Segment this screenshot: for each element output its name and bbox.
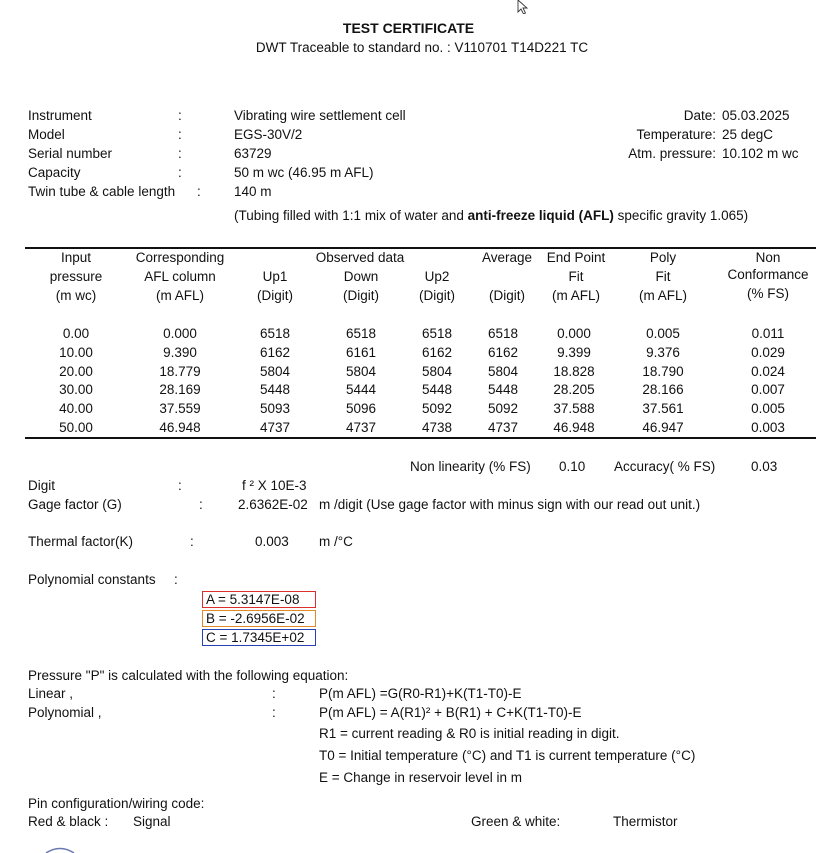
wiring-title: Pin configuration/wiring code: [28,796,205,811]
header-average: (Digit) [489,288,525,303]
cell-input: 40.00 [59,401,93,417]
info-colon: : [178,108,182,123]
tubing-note-text: (Tubing filled with 1:1 mix of water and [234,208,468,223]
cell-poly: 0.005 [646,326,680,341]
digit-colon: : [178,478,182,493]
info-value-serial: 63729 [234,146,272,161]
cell-average: 6162 [487,344,519,360]
equation-note-e: E = Change in reservoir level in m [319,770,522,785]
info-label-instrument: Instrument [28,108,92,123]
polynomial-constants-colon: : [174,572,178,587]
cell-up2: 5448 [421,382,453,398]
cell-input: 30.00 [59,382,93,398]
cell-up1: 6162 [259,344,291,360]
digit-label: Digit [28,478,56,493]
cell-afl: 46.948 [159,420,201,435]
info-value-instrument: Vibrating wire settlement cell [234,108,406,123]
header-afl: AFL column [144,269,216,284]
constant-c-box: C = 1.7345E+02 [202,629,316,646]
cell-poly: 28.166 [642,382,684,398]
header-input: pressure [49,269,103,284]
header-nonconformance: Conformance [727,267,809,282]
atm-pressure-value: 10.102 m wc [722,146,799,161]
cell-endpoint: 37.588 [553,401,595,417]
mouse-pointer-icon [517,0,531,14]
info-label-capacity: Capacity [28,165,81,180]
cell-average: 6518 [487,326,519,341]
certificate-subtitle: DWT Traceable to standard no. : V110701 T14D221 TC [255,40,589,55]
nonlinearity-value: 0.10 [559,459,586,474]
linear-label: Linear , [28,686,74,701]
info-label-cable-length: Twin tube & cable length [28,184,176,199]
cell-up1: 6518 [259,326,291,341]
cell-average: 5804 [487,363,519,379]
cell-nonconformance: 0.007 [751,382,785,398]
polynomial-colon: : [272,705,276,720]
cell-endpoint: 9.399 [557,344,591,360]
cell-down: 5096 [345,401,377,417]
cell-up1: 5093 [259,401,291,417]
cell-input: 0.00 [62,326,90,341]
nonlinearity-label: Non linearity (% FS) [410,459,531,474]
cell-nonconformance: 0.005 [751,401,785,417]
cell-nonconformance: 0.029 [751,344,785,360]
gage-factor-note: m /digit (Use gage factor with minus sign with our read out unit.) [319,497,701,512]
cell-up1: 5448 [259,382,291,398]
cell-up2: 6162 [421,344,453,360]
table-bottom-rule [25,437,816,439]
header-up1: Up1 [262,269,288,284]
info-label-serial: Serial number [28,146,113,161]
cell-endpoint: 46.948 [553,420,595,435]
header-average: Average [481,250,533,265]
cell-down: 5804 [345,363,377,379]
header-input: (m wc) [55,288,97,303]
cell-endpoint: 0.000 [557,326,591,341]
constant-b-box: B = -2.6956E-02 [202,610,316,627]
header-poly: (m AFL) [638,288,687,303]
header-endpoint: Fit [568,269,584,284]
cell-up2: 5092 [421,401,453,417]
tubing-note-text-end: specific gravity 1.065) [613,208,749,223]
header-nonconformance: Non [755,250,781,265]
info-colon: : [197,184,201,199]
header-endpoint: End Point [546,250,606,265]
green-white-label: Green & white: [471,814,561,829]
thermal-factor-colon: : [190,534,194,549]
cell-down: 6161 [345,344,377,360]
header-up1: (Digit) [257,288,293,303]
cell-nonconformance: 0.003 [751,420,785,435]
linear-colon: : [272,686,276,701]
polynomial-label: Polynomial , [28,705,102,720]
cell-average: 5092 [487,401,519,417]
accuracy-value: 0.03 [751,459,778,474]
cell-poly: 37.561 [642,401,684,417]
info-value-model: EGS-30V/2 [234,127,303,142]
thermal-factor-unit: m /°C [319,534,353,549]
date-label: Date: [683,108,716,123]
cell-afl: 37.559 [159,401,201,417]
cell-poly: 9.376 [646,344,680,360]
date-value: 05.03.2025 [722,108,790,123]
cell-poly: 18.790 [642,363,684,379]
green-white-value: Thermistor [613,814,678,829]
tubing-note [234,208,748,223]
info-colon: : [178,127,182,142]
equation-intro: Pressure "P" is calculated with the following equation: [28,668,349,683]
temperature-label: Temperature: [636,127,716,142]
equation-note-r1: R1 = current reading & R0 is initial reading in digit. [319,726,620,741]
header-down: Down [343,269,379,284]
company-logo-icon [42,846,102,853]
cell-endpoint: 18.828 [553,363,595,379]
table-top-rule [25,247,816,249]
info-label-model: Model [28,127,65,142]
header-afl: Corresponding [135,250,225,265]
header-poly: Fit [655,269,671,284]
gage-factor-colon: : [199,497,203,512]
cell-afl: 9.390 [163,344,197,360]
tubing-note-bold: anti-freeze liquid (AFL) [467,208,614,223]
cell-input: 10.00 [59,344,93,360]
cell-down: 5444 [345,382,377,398]
header-input: Input [60,250,92,265]
cell-input: 20.00 [59,363,93,379]
cell-up1: 5804 [259,363,291,379]
header-up2: Up2 [424,269,450,284]
cell-afl: 28.169 [159,382,201,398]
info-value-cable-length: 140 m [234,184,272,199]
cell-up2: 5804 [421,363,453,379]
accuracy-label: Accuracy( % FS) [614,459,716,474]
atm-pressure-label: Atm. pressure: [628,146,716,161]
polynomial-equation: P(m AFL) = A(R1)² + B(R1) + C+K(T1-T0)-E [319,705,582,720]
certificate-title: TEST CERTIFICATE [342,20,475,36]
cell-average: 4737 [487,420,519,435]
gage-factor-value: 2.6362E-02 [238,497,308,512]
info-colon: : [178,165,182,180]
thermal-factor-label: Thermal factor(K) [28,534,134,549]
header-up2: (Digit) [419,288,455,303]
red-black-label: Red & black : [28,814,109,829]
constant-a-box: A = 5.3147E-08 [202,591,316,608]
cell-nonconformance: 0.024 [751,363,785,379]
cell-up1: 4737 [259,420,291,435]
header-poly: Poly [649,250,677,265]
cell-endpoint: 28.205 [553,382,595,398]
info-colon: : [178,146,182,161]
info-value-capacity: 50 m wc (46.95 m AFL) [234,165,374,180]
header-observed-data: Observed data [315,250,405,265]
red-black-value: Signal [133,814,171,829]
cell-down: 6518 [345,326,377,341]
linear-equation: P(m AFL) =G(R0-R1)+K(T1-T0)-E [319,686,522,701]
cell-poly: 46.947 [642,420,684,435]
cell-input: 50.00 [59,420,93,435]
cell-afl: 18.779 [159,363,201,379]
equation-note-t0: T0 = Initial temperature (°C) and T1 is current temperature (°C) [319,748,696,763]
header-endpoint: (m AFL) [551,288,600,303]
cell-afl: 0.000 [163,326,197,341]
header-down: (Digit) [343,288,379,303]
gage-factor-label: Gage factor (G) [28,497,122,512]
cell-up2: 4738 [421,420,453,435]
cell-nonconformance: 0.011 [751,326,785,341]
thermal-factor-value: 0.003 [255,534,289,549]
cell-down: 4737 [345,420,377,435]
cell-up2: 6518 [421,326,453,341]
header-afl: (m AFL) [155,288,204,303]
header-nonconformance: (% FS) [747,286,789,301]
digit-formula: f ² X 10E-3 [242,478,307,493]
temperature-value: 25 degC [722,127,774,142]
polynomial-constants-label: Polynomial constants [28,572,156,587]
cell-average: 5448 [487,382,519,398]
